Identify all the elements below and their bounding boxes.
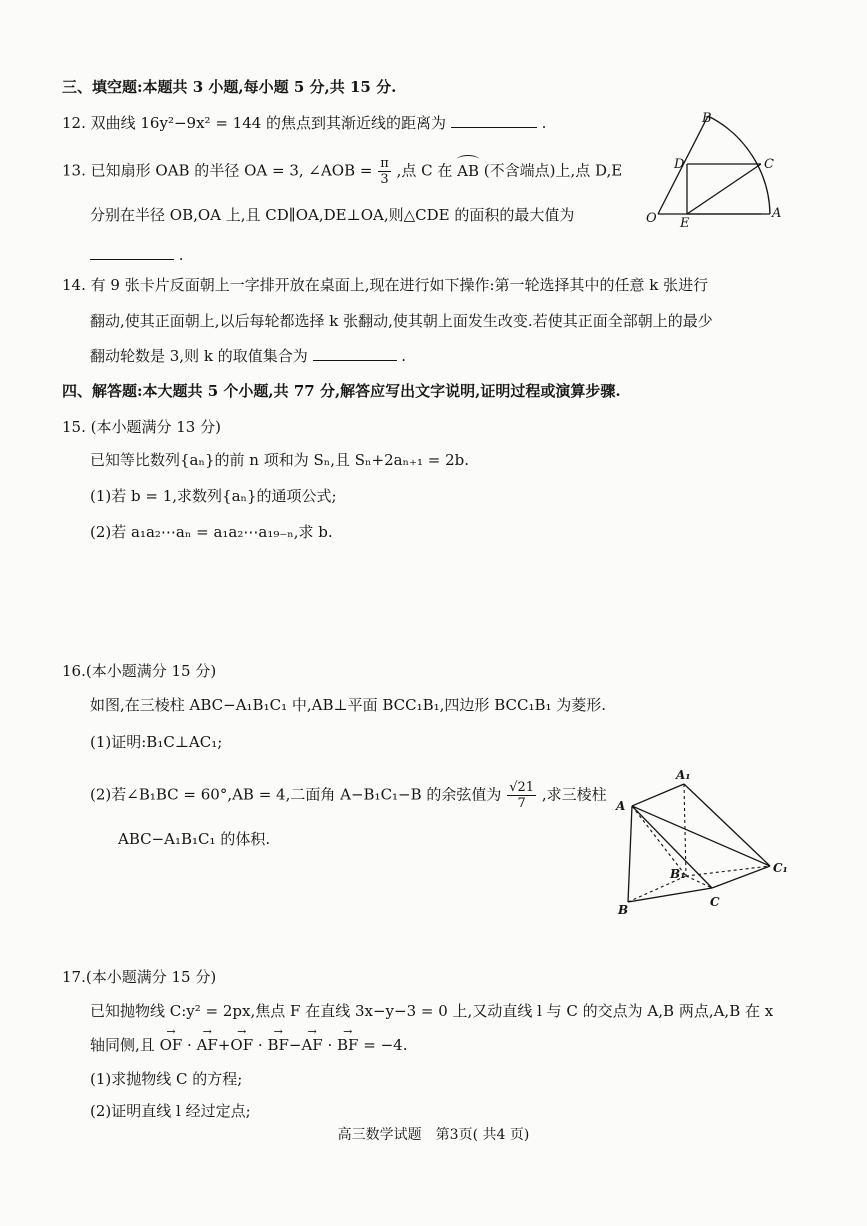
edge-a1-c1	[684, 784, 770, 866]
segment-ec	[687, 164, 761, 214]
edge-a-b	[628, 806, 632, 902]
edge-b1-c	[686, 876, 712, 888]
q17-line1: 已知抛物线 C:y² = 2px,焦点 F 在直线 3x−y−3 = 0 上,又动直线 l 与 C 的交点为 A,B 两点,A,B 在 x	[90, 1002, 774, 1020]
fig13-label-a: A	[772, 206, 782, 221]
vector-bf-1: → BF	[267, 1034, 288, 1056]
fig13-label-e: E	[680, 216, 690, 230]
edge-a-b1	[632, 806, 686, 876]
section4-heading: 四、解答题:本大题共 5 个小题,共 77 分,解答应写出文字说明,证明过程或演算步骤.	[62, 382, 621, 400]
q14-end: .	[401, 347, 407, 365]
question-12	[62, 112, 546, 134]
q13-figure	[640, 104, 790, 230]
q17-part2: (2)证明直线 l 经过定点;	[90, 1102, 251, 1120]
q15-stem: 已知等比数列{aₙ}的前 n 项和为 Sₙ,且 Sₙ+2aₙ₊₁ = 2b.	[90, 451, 470, 469]
q16-part2-text-a: (2)若∠B₁BC = 60°,AB = 4,二面角 A−B₁C₁−B 的余弦值为	[90, 785, 502, 804]
op-dot-2: ·	[253, 1036, 268, 1054]
q13-text-c: (不含端点)上,点 D,E	[483, 161, 623, 180]
q13-angle-fraction	[378, 156, 391, 187]
vector-af-1: → AF	[197, 1034, 218, 1056]
q16-title: 16.(本小题满分 15 分)	[62, 662, 217, 680]
q13-text-b: ,点 C 在	[396, 161, 453, 180]
q16-figure	[608, 764, 800, 916]
q15-part1: (1)若 b = 1,求数列{aₙ}的通项公式;	[90, 487, 337, 505]
q12-answer-blank[interactable]	[451, 112, 537, 128]
q14-line3	[90, 345, 406, 367]
fig16-label-b1: B₁	[670, 867, 686, 881]
q16-part2-line2: ABC−A₁B₁C₁ 的体积.	[118, 830, 271, 848]
q16-part2-line1	[90, 780, 607, 811]
fig13-label-o: O	[646, 211, 657, 226]
op-plus: +	[217, 1036, 231, 1054]
edge-a-c1	[632, 806, 770, 866]
q13-end: .	[178, 246, 184, 264]
vector-af-2: → AF	[301, 1034, 322, 1056]
q14-line2: 翻动,使其正面朝上,以后每轮都选择 k 张翻动,使其朝上面发生改变.若使其正面全部朝上的最少	[90, 312, 713, 330]
q12-end: .	[541, 114, 547, 132]
question-13-line1	[62, 156, 622, 187]
q16-cos-fraction	[507, 780, 536, 811]
q13-text-a: 13. 已知扇形 OAB 的半径 OA = 3, ∠AOB =	[62, 161, 373, 180]
q16-part1: (1)证明:B₁C⊥AC₁;	[90, 733, 223, 751]
q17-text-b: = −4.	[363, 1036, 408, 1054]
q12-text: 12. 双曲线 16y²−9x² = 144 的焦点到其渐近线的距离为	[62, 114, 447, 132]
q15-part2: (2)若 a₁a₂⋯aₙ = a₁a₂⋯a₁₉₋ₙ,求 b.	[90, 523, 333, 541]
q13-frac-num: π	[380, 156, 389, 171]
fig16-label-c: C	[710, 895, 720, 909]
q13-line3	[90, 244, 184, 266]
q13-line2: 分别在半径 OB,OA 上,且 CD∥OA,DE⊥OA,则△CDE 的面积的最大值为	[90, 206, 575, 224]
q14-answer-blank[interactable]	[313, 345, 397, 361]
q13-arc-ab: AB	[457, 161, 479, 180]
op-dot-3: ·	[322, 1036, 338, 1054]
q14-line1: 14. 有 9 张卡片反面朝上一字排开放在桌面上,现在进行如下操作:第一轮选择其中的任意 k 张进行	[62, 276, 709, 294]
q17-line2	[90, 1034, 407, 1056]
op-dot-1: ·	[182, 1036, 197, 1054]
edge-b-c	[628, 888, 712, 902]
vector-of-1: → OF	[160, 1034, 183, 1056]
fig16-label-a1: A₁	[676, 768, 691, 782]
q16-stem: 如图,在三棱柱 ABC−A₁B₁C₁ 中,AB⊥平面 BCC₁B₁,四边形 BCC₁B₁ 为菱形.	[90, 696, 607, 714]
op-minus: −	[288, 1036, 302, 1054]
fig13-label-d: D	[674, 157, 685, 172]
fig13-label-c: C	[764, 157, 774, 172]
q13-frac-den: 3	[380, 172, 389, 187]
edge-a-a1	[632, 784, 684, 806]
q14-text: 翻动轮数是 3,则 k 的取值集合为	[90, 347, 308, 365]
q17-text-a: 轴同侧,且	[90, 1036, 155, 1054]
fig16-label-c1: C₁	[773, 861, 788, 875]
section3-heading: 三、填空题:本题共 3 小题,每小题 5 分,共 15 分.	[62, 78, 397, 96]
q16-frac-den: 7	[517, 796, 526, 811]
fig13-label-b: B	[702, 111, 712, 126]
vector-of-2: → OF	[230, 1034, 253, 1056]
page-footer: 高三数学试题 第3页( 共4 页)	[337, 1127, 530, 1143]
q16-part2-text-b: ,求三棱柱	[541, 785, 607, 804]
fig16-label-b: B	[618, 903, 629, 916]
q16-frac-num: √21	[509, 780, 535, 795]
fig16-label-a: A	[616, 799, 626, 813]
q13-answer-blank[interactable]	[90, 244, 174, 260]
q17-part1: (1)求抛物线 C 的方程;	[90, 1070, 243, 1088]
q15-title: 15. (本小题满分 13 分)	[62, 418, 221, 436]
vector-bf-2: → BF	[337, 1034, 358, 1056]
q17-title: 17.(本小题满分 15 分)	[62, 968, 217, 986]
arc-ab	[708, 116, 770, 214]
